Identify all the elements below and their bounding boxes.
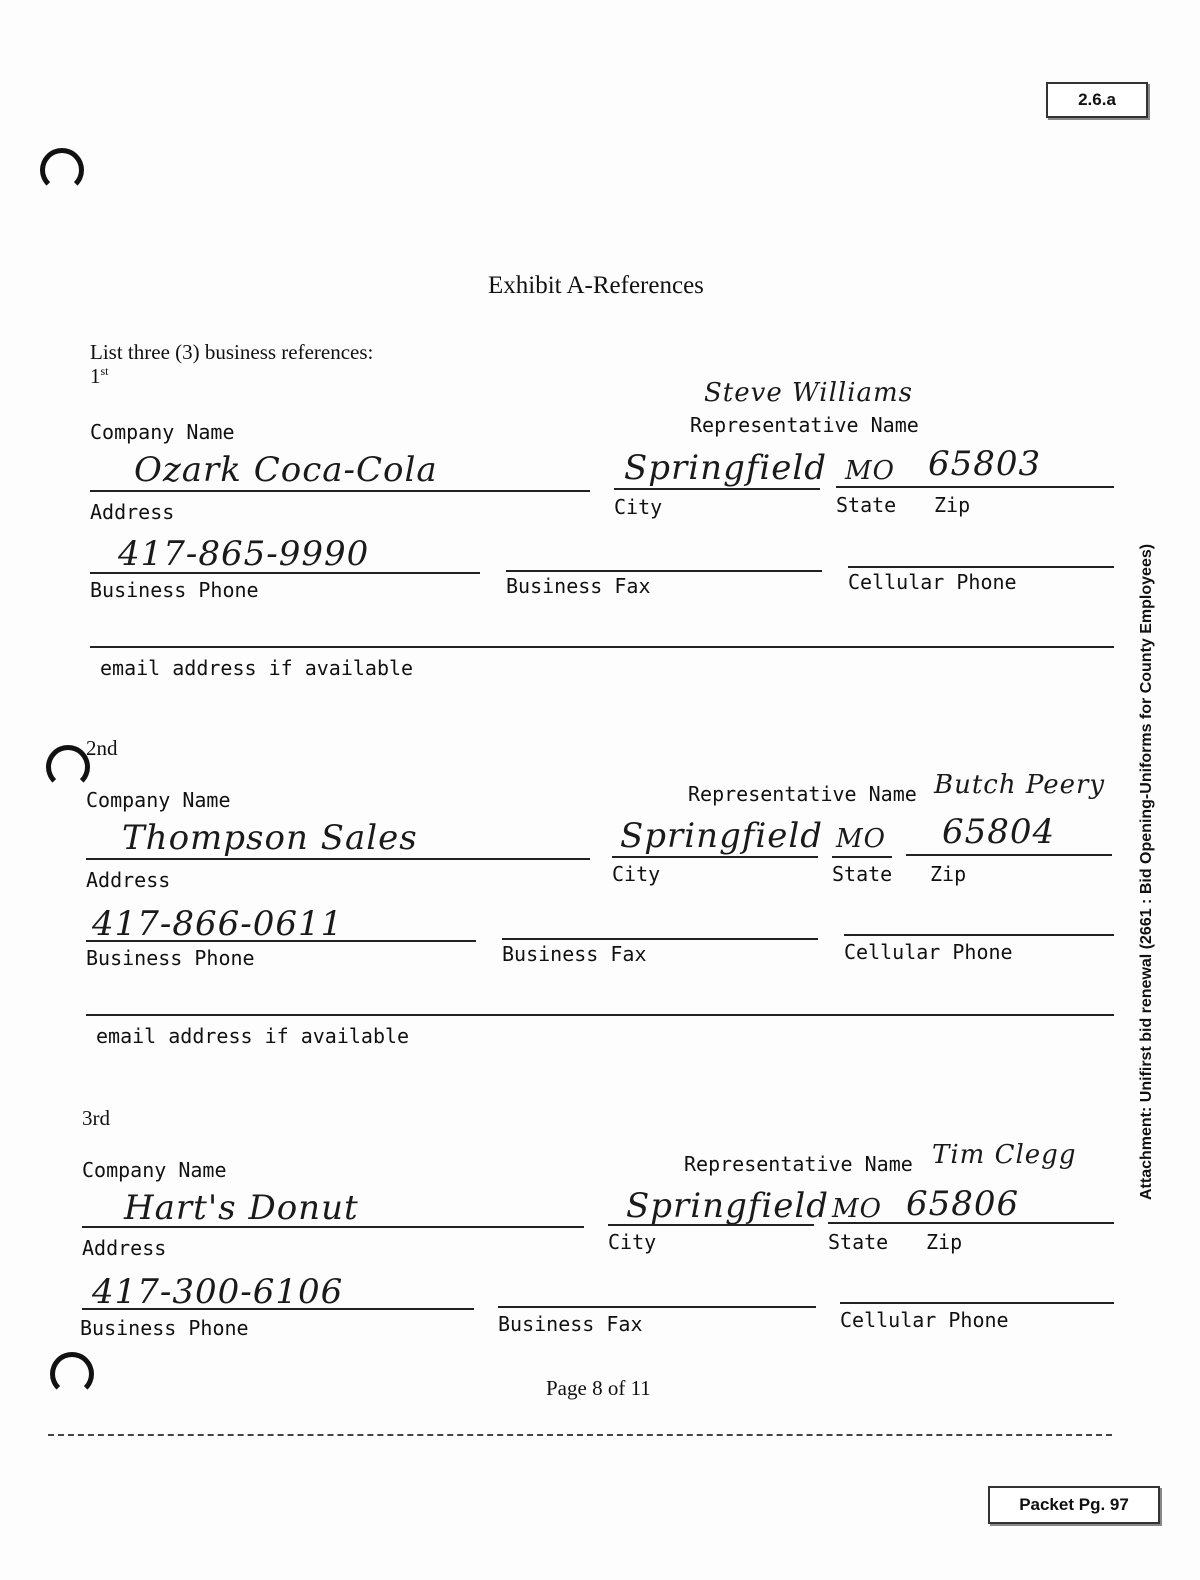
business-phone-line — [82, 1308, 474, 1310]
cellular-phone-line — [844, 934, 1114, 936]
address-label: Address — [90, 500, 175, 524]
punch-hole-icon — [46, 745, 90, 789]
state-zip-line — [836, 486, 1114, 488]
city-line — [614, 488, 820, 490]
address-line — [86, 858, 590, 860]
zip-value: 65803 — [928, 444, 1042, 484]
cellular-phone-line — [840, 1302, 1114, 1304]
city-label: City — [612, 862, 661, 886]
state-value: MO — [845, 456, 895, 486]
company-name-value: Ozark Coca-Cola — [134, 450, 438, 490]
business-phone-value: 417-300-6106 — [92, 1272, 344, 1312]
city-value: Springfield — [626, 1186, 830, 1226]
cellular-phone-label: Cellular Phone — [844, 940, 1013, 964]
reference-ordinal: 1st — [90, 364, 109, 388]
representative-name-label: Representative Name — [688, 782, 917, 806]
representative-name-value: Butch Peery — [934, 770, 1106, 800]
cellular-phone-label: Cellular Phone — [840, 1308, 1009, 1332]
city-label: City — [614, 495, 663, 519]
state-line — [832, 856, 892, 858]
state-label: State — [836, 493, 897, 517]
reference-ordinal: 3rd — [82, 1106, 110, 1130]
city-label: City — [608, 1230, 657, 1254]
zip-line — [906, 854, 1112, 856]
business-phone-line — [90, 572, 480, 574]
representative-name-value: Steve Williams — [704, 378, 914, 408]
zip-value: 65804 — [942, 812, 1056, 852]
state-value: MO — [836, 824, 886, 854]
email-label: email address if available — [96, 1024, 410, 1048]
city-value: Springfield — [620, 816, 824, 856]
instructions: List three (3) business references: — [90, 340, 374, 364]
address-label: Address — [86, 868, 171, 892]
zip-value: 65806 — [906, 1184, 1020, 1224]
business-phone-label: Business Phone — [86, 946, 255, 970]
business-fax-line — [502, 938, 818, 940]
business-fax-line — [498, 1306, 816, 1308]
company-name-label: Company Name — [90, 420, 235, 444]
address-line — [82, 1226, 584, 1228]
business-phone-label: Business Phone — [80, 1316, 249, 1340]
punch-hole-icon — [50, 1352, 94, 1396]
address-label: Address — [82, 1236, 167, 1260]
state-label: State — [832, 862, 893, 886]
email-line — [86, 1014, 1114, 1016]
cellular-phone-label: Cellular Phone — [848, 570, 1017, 594]
business-phone-line — [86, 940, 476, 942]
zip-label: Zip — [934, 493, 971, 517]
packet-page-box: Packet Pg. 97 — [988, 1486, 1160, 1524]
page-title: Exhibit A-References — [488, 272, 704, 299]
representative-name-label: Representative Name — [690, 413, 919, 437]
cellular-phone-line — [848, 566, 1114, 568]
city-line — [608, 1224, 814, 1226]
punch-hole-icon — [40, 148, 84, 192]
email-label: email address if available — [100, 656, 414, 680]
address-line — [90, 490, 590, 492]
zip-label: Zip — [926, 1230, 963, 1254]
footer-dashed-rule — [48, 1434, 1112, 1436]
company-name-label: Company Name — [86, 788, 231, 812]
state-zip-line — [828, 1222, 1114, 1224]
company-name-label: Company Name — [82, 1158, 227, 1182]
section-tag: 2.6.a — [1046, 82, 1148, 118]
state-label: State — [828, 1230, 889, 1254]
business-fax-label: Business Fax — [502, 942, 647, 966]
page-number: Page 8 of 11 — [546, 1376, 651, 1400]
reference-ordinal: 2nd — [86, 736, 118, 760]
city-line — [612, 856, 818, 858]
representative-name-value: Tim Clegg — [932, 1140, 1077, 1170]
company-name-value: Hart's Donut — [124, 1188, 359, 1228]
business-fax-line — [506, 570, 822, 572]
business-fax-label: Business Fax — [498, 1312, 643, 1336]
state-value: MO — [832, 1194, 882, 1224]
representative-name-label: Representative Name — [684, 1152, 913, 1176]
business-phone-label: Business Phone — [90, 578, 259, 602]
city-value: Springfield — [624, 448, 828, 488]
business-phone-value: 417-866-0611 — [92, 904, 344, 944]
email-line — [90, 646, 1114, 648]
zip-label: Zip — [930, 862, 967, 886]
attachment-side-note: Attachment: Unifirst bid renewal (2661 : Bid Opening-Uniforms for County Employees) — [1138, 543, 1155, 1200]
business-phone-value: 417-865-9990 — [118, 534, 370, 574]
company-name-value: Thompson Sales — [122, 818, 418, 858]
business-fax-label: Business Fax — [506, 574, 651, 598]
